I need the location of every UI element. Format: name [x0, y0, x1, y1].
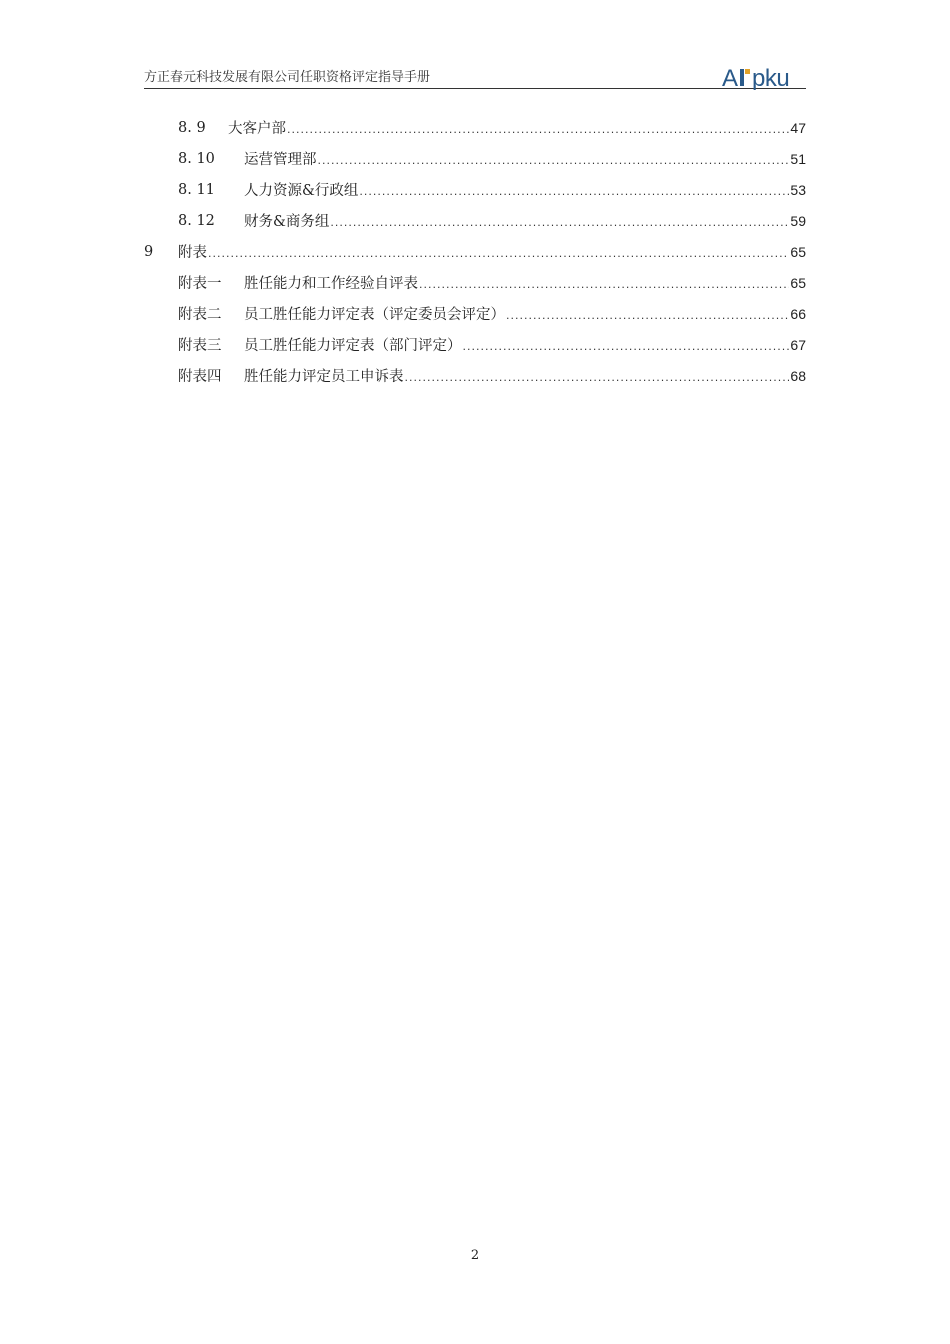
toc-entry-number: 附表四	[178, 369, 222, 385]
toc-leader-dots	[330, 212, 789, 229]
toc-entry-label: 胜任能力和工作经验自评表	[244, 276, 418, 292]
toc-entry-page: 59	[790, 212, 806, 229]
toc-entry[interactable]	[144, 298, 806, 329]
page-header	[144, 62, 806, 89]
toc-entry-number: 附表一	[178, 276, 222, 292]
table-of-contents	[144, 112, 806, 391]
toc-entry-page: 47	[790, 119, 806, 136]
toc-entry-label: 运营管理部	[244, 152, 317, 168]
toc-entry-label: 员工胜任能力评定表（评定委员会评定）	[244, 307, 505, 323]
toc-entry-page: 68	[790, 367, 806, 384]
toc-entry-page: 51	[790, 150, 806, 167]
toc-entry-page: 67	[790, 336, 806, 353]
toc-entry-page: 65	[790, 274, 806, 291]
toc-entry-label: 员工胜任能力评定表（部门评定）	[244, 338, 462, 354]
toc-entry-label: 财务&商务组	[244, 214, 330, 230]
company-logo	[722, 66, 806, 90]
toc-leader-dots	[506, 305, 789, 322]
toc-entry[interactable]	[144, 329, 806, 360]
toc-entry-number: 附表三	[178, 338, 222, 354]
toc-entry-page: 65	[790, 243, 806, 260]
page-number: 2	[470, 1248, 480, 1263]
toc-entry[interactable]	[144, 112, 806, 143]
toc-entry-number: 附表二	[178, 307, 222, 323]
toc-entry-label: 人力资源&行政组	[244, 183, 359, 199]
toc-leader-dots	[359, 181, 789, 198]
toc-leader-dots	[208, 243, 789, 260]
toc-entry-label: 大客户部	[228, 121, 286, 137]
toc-leader-dots	[405, 367, 790, 384]
toc-entry[interactable]	[144, 205, 806, 236]
toc-entry[interactable]	[144, 174, 806, 205]
toc-entry-page: 53	[790, 181, 806, 198]
svg-text:A: A	[722, 65, 738, 90]
toc-entry-page: 66	[790, 305, 806, 322]
header-title: 方正春元科技发展有限公司任职资格评定指导手册	[144, 70, 431, 85]
toc-entry-label: 胜任能力评定员工申诉表	[244, 369, 404, 385]
toc-entry-number: 8. 11	[178, 181, 215, 198]
svg-text:pku: pku	[752, 65, 790, 90]
toc-entry-number: 8. 10	[178, 150, 215, 167]
toc-entry[interactable]	[144, 360, 806, 391]
toc-entry[interactable]	[144, 143, 806, 174]
toc-entry-number: 8. 9	[178, 119, 206, 136]
toc-entry-label: 附表	[178, 245, 207, 261]
toc-entry-number: 9	[144, 243, 154, 260]
toc-leader-dots	[287, 119, 789, 136]
toc-entry-number: 8. 12	[178, 212, 215, 229]
toc-leader-dots	[419, 274, 789, 291]
aipku-logo-icon	[722, 64, 806, 90]
toc-entry[interactable]	[144, 236, 806, 267]
toc-entry[interactable]	[144, 267, 806, 298]
toc-leader-dots	[318, 150, 790, 167]
toc-leader-dots	[463, 336, 790, 353]
